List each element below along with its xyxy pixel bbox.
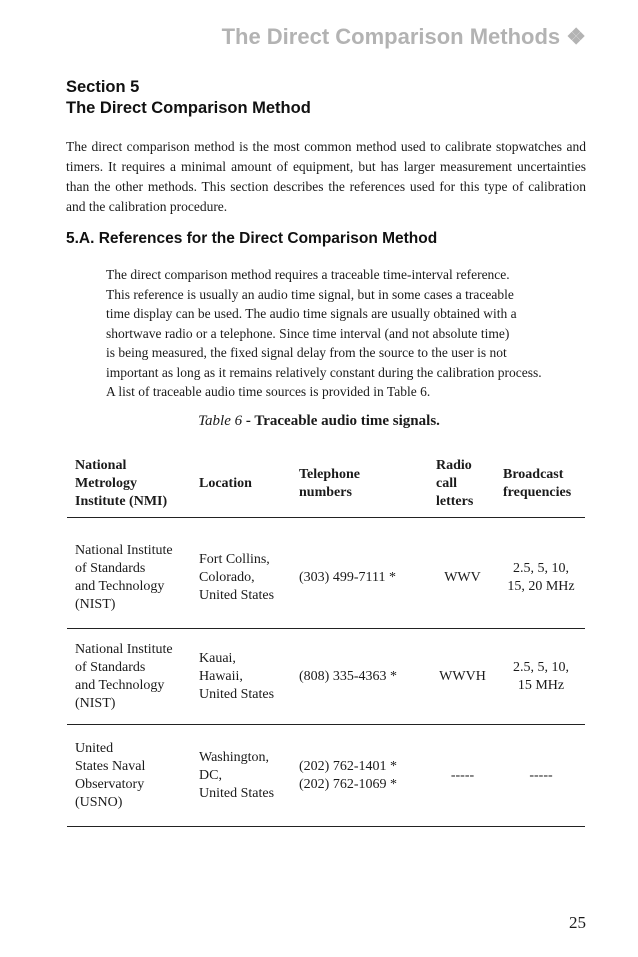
cell-line: United States [199,588,275,603]
subsection-heading: 5.A. References for the Direct Comparison Method [66,230,438,247]
cell-line: United States [199,785,275,801]
cell-line: United States [199,686,275,702]
cell-call-letters [428,629,495,725]
table-row [67,725,585,827]
cell-line: 15 MHz [517,677,565,693]
page-number: 25 [569,913,586,932]
cell-frequencies [495,629,585,725]
header-line: numbers [299,485,352,500]
paragraph-line: important as long as it remains relatively constant during the calibration process. [106,364,542,380]
cell-line: Kauai, [199,650,236,666]
cell-line: WWV [444,570,481,585]
cell-line: 15, 20 MHz [507,579,575,594]
cell-line: Observatory [75,776,145,792]
cell-line: National Institute [75,641,173,657]
cell-line: (USNO) [75,794,123,810]
table-caption-label: Table 6 [198,413,243,429]
cell-nmi [67,725,191,827]
paragraph-line: is being measured, the fixed signal delay from the source to the user is not [106,345,507,360]
running-header: The Direct Comparison Methods ❖ [221,24,586,49]
header-location [191,452,291,518]
header-line: call [436,476,457,491]
header-call-letters [428,452,495,518]
cell-location [191,629,291,725]
cell-frequencies [495,518,585,629]
intro-paragraph: The direct comparison method is the most common method used to calibrate stopwatches and timers. It requires a minimal amount of equipment, but has larger measurement uncertainties than the other methods. This section describes the references used for this type of calibration and the calibration procedure. [66,139,586,214]
header-line: letters [436,494,474,509]
cell-line: (NIST) [75,695,116,711]
cell-line: DC, [199,767,222,783]
section-heading [66,77,311,119]
cell-location [191,725,291,827]
cell-call-letters [428,725,495,827]
header-nmi [67,452,191,518]
paragraph-line: This reference is usually an audio time signal, but in some cases a traceable [106,286,514,302]
subsection-paragraph [106,265,588,402]
cell-line: (202) 762-1069 * [299,776,397,792]
header-line: National [75,458,127,473]
cell-telephone [291,725,428,827]
table-caption-text: - Traceable audio time signals. [242,413,440,429]
paragraph-line: A list of traceable audio time sources is provided in Table 6. [106,384,431,399]
cell-line: Washington, [199,749,270,765]
cell-line: (NIST) [75,597,116,612]
cell-line: (202) 762-1401 * [299,758,397,774]
cell-line: of Standards [75,659,146,675]
header-line: Radio [436,458,472,473]
cell-frequencies [495,725,585,827]
header-line: Location [199,476,252,491]
header-line: Institute (NMI) [75,494,168,509]
time-signals-table [67,452,585,827]
cell-telephone [291,629,428,725]
cell-line: Hawaii, [199,668,243,684]
cell-line: WWVH [439,668,486,684]
cell-line: States Naval [75,758,146,774]
cell-nmi [67,518,191,629]
paragraph-line: The direct comparison method requires a traceable time-interval reference. [106,267,510,282]
header-line: Metrology [75,476,137,491]
header-line: frequencies [503,485,572,500]
header-line: Telephone [299,467,360,482]
cell-line: (808) 335-4363 * [299,668,397,684]
cell-line: National Institute [75,543,173,558]
cell-line: (303) 499-7111 * [299,570,396,585]
cell-line: United [75,740,114,756]
cell-line: ----- [450,767,475,783]
cell-line: 2.5, 5, 10, [513,561,569,576]
table-header-row [67,452,585,518]
cell-line: and Technology [75,579,165,594]
header-line: Broadcast [503,467,564,482]
header-telephone [291,452,428,518]
cell-location [191,518,291,629]
cell-line: Fort Collins, [199,552,270,567]
cell-telephone [291,518,428,629]
cell-line: 2.5, 5, 10, [513,659,569,675]
table-row [67,518,585,629]
cell-line: of Standards [75,561,146,576]
cell-line: and Technology [75,677,165,693]
paragraph-line: time display can be used. The audio time signals are usually obtained with a [106,306,517,321]
cell-nmi [67,629,191,725]
section-title: The Direct Comparison Method [66,99,311,117]
cell-call-letters [428,518,495,629]
cell-line: ----- [529,767,553,783]
paragraph-line: shortwave radio or a telephone. Since time interval (and not absolute time) [106,325,510,341]
section-number: Section 5 [66,78,140,96]
table-caption [0,413,638,430]
cell-line: Colorado, [199,570,255,585]
header-frequencies [495,452,585,518]
table-row [67,629,585,725]
